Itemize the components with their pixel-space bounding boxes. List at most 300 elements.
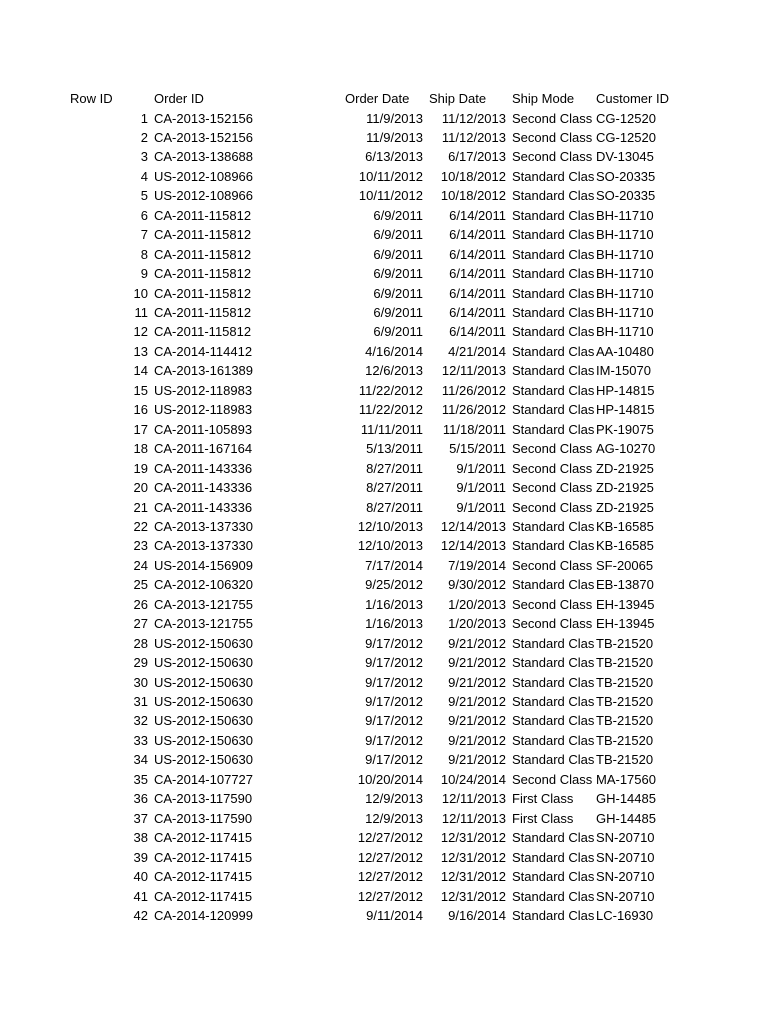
cell-row-id: 14 <box>133 363 148 379</box>
cell-order-date: 9/17/2012 <box>365 655 423 671</box>
cell-ship-date: 9/1/2011 <box>456 480 506 496</box>
cell-order-id: US-2012-108966 <box>154 168 254 184</box>
cell-row-id: 28 <box>133 635 148 651</box>
cell-order-date: 6/9/2011 <box>373 266 423 282</box>
table-row <box>0 128 768 148</box>
cell-customer-id: EH-13945 <box>596 596 655 612</box>
cell-row-id: 37 <box>133 810 148 826</box>
cell-ship-mode: Standard Clas <box>512 752 595 768</box>
table-row <box>0 595 768 615</box>
cell-order-date: 12/6/2013 <box>365 363 423 379</box>
cell-order-date: 9/17/2012 <box>365 674 423 690</box>
cell-order-date: 6/9/2011 <box>373 305 423 320</box>
table-row <box>0 867 768 887</box>
table-row <box>0 303 768 323</box>
cell-order-id: CA-2011-115812 <box>154 305 252 320</box>
cell-ship-mode: Standard Clas <box>512 188 595 204</box>
cell-customer-id: SO-20335 <box>596 188 656 204</box>
cell-ship-mode: Second Class <box>512 771 593 787</box>
cell-order-id: CA-2014-114412 <box>154 343 253 359</box>
cell-customer-id: GH-14485 <box>596 810 656 826</box>
cell-row-id: 24 <box>133 557 148 573</box>
cell-order-date: 12/10/2013 <box>357 518 423 534</box>
table-row <box>0 264 768 284</box>
cell-ship-date: 9/21/2012 <box>448 732 506 748</box>
table-row <box>0 284 768 304</box>
cell-customer-id: BH-11710 <box>596 246 654 262</box>
table-row <box>0 361 768 381</box>
cell-ship-mode: Second Class <box>512 149 593 165</box>
cell-order-id: US-2012-150630 <box>154 655 254 671</box>
cell-ship-mode: Second Class <box>512 557 593 573</box>
cell-order-id: CA-2012-117415 <box>154 869 253 885</box>
cell-order-id: CA-2011-143336 <box>154 460 253 476</box>
cell-ship-mode: Standard Clas <box>512 888 595 904</box>
cell-ship-date: 6/14/2011 <box>449 305 506 320</box>
cell-ship-mode: Standard Clas <box>512 285 595 301</box>
cell-ship-date: 9/16/2014 <box>448 907 506 923</box>
cell-row-id: 21 <box>133 499 148 515</box>
cell-order-id: CA-2014-120999 <box>154 907 254 923</box>
cell-ship-date: 10/18/2012 <box>440 188 506 204</box>
cell-ship-date: 11/26/2012 <box>441 402 506 418</box>
cell-ship-mode: Standard Clas <box>512 324 595 340</box>
cell-order-id: US-2012-150630 <box>154 694 254 709</box>
cell-order-date: 9/17/2012 <box>365 635 423 651</box>
cell-row-id: 31 <box>133 694 148 709</box>
cell-customer-id: BH-11710 <box>596 207 654 223</box>
cell-customer-id: HP-14815 <box>596 382 655 398</box>
cell-customer-id: SN-20710 <box>596 830 655 846</box>
cell-customer-id: LC-16930 <box>596 907 654 923</box>
cell-order-date: 8/27/2011 <box>366 480 423 496</box>
table-row <box>0 109 768 129</box>
cell-order-date: 11/22/2012 <box>358 402 423 418</box>
cell-order-id: CA-2011-167164 <box>154 441 253 457</box>
cell-order-id: US-2012-150630 <box>154 674 254 690</box>
cell-ship-date: 12/31/2012 <box>440 830 506 846</box>
header-order-date: Order Date <box>345 91 410 106</box>
cell-customer-id: GH-14485 <box>596 791 656 807</box>
cell-order-id: US-2012-150630 <box>154 752 254 768</box>
cell-order-date: 11/22/2012 <box>358 382 423 398</box>
cell-row-id: 8 <box>140 246 148 262</box>
cell-order-date: 6/9/2011 <box>373 207 423 223</box>
cell-ship-mode: Standard Clas <box>512 830 595 846</box>
cell-customer-id: TB-21520 <box>596 732 654 748</box>
cell-ship-mode: Standard Clas <box>512 713 595 729</box>
table-row <box>0 556 768 576</box>
cell-order-date: 12/10/2013 <box>357 538 423 554</box>
cell-ship-date: 12/14/2013 <box>440 538 506 554</box>
cell-row-id: 33 <box>133 732 148 748</box>
cell-ship-date: 6/14/2011 <box>449 246 506 262</box>
cell-order-id: CA-2011-115812 <box>154 285 252 301</box>
cell-row-id: 17 <box>133 421 148 437</box>
table-row <box>0 711 768 731</box>
cell-ship-date: 12/11/2013 <box>441 363 506 379</box>
cell-order-date: 12/9/2013 <box>365 791 423 807</box>
cell-order-date: 12/27/2012 <box>357 869 423 885</box>
table-row <box>0 381 768 401</box>
header-customer-id: Customer ID <box>596 91 669 106</box>
cell-ship-date: 12/31/2012 <box>440 849 506 865</box>
cell-order-date: 9/17/2012 <box>365 694 423 709</box>
cell-row-id: 15 <box>133 382 148 398</box>
cell-ship-mode: Standard Clas <box>512 363 595 379</box>
cell-customer-id: BH-11710 <box>596 305 654 320</box>
cell-customer-id: TB-21520 <box>596 674 654 690</box>
cell-order-date: 12/27/2012 <box>357 830 423 846</box>
cell-order-id: US-2012-150630 <box>154 713 254 729</box>
cell-ship-date: 6/17/2013 <box>448 149 506 165</box>
cell-ship-date: 12/11/2013 <box>441 791 506 807</box>
cell-order-date: 12/9/2013 <box>365 810 423 826</box>
table-row <box>0 809 768 829</box>
cell-ship-date: 9/1/2011 <box>456 460 506 476</box>
cell-ship-date: 1/20/2013 <box>448 616 506 632</box>
cell-order-id: CA-2013-121755 <box>154 616 254 632</box>
cell-order-id: CA-2011-115812 <box>154 246 252 262</box>
cell-customer-id: MA-17560 <box>596 771 656 787</box>
table-row <box>0 342 768 362</box>
table-row <box>0 828 768 848</box>
cell-ship-mode: Standard Clas <box>512 869 595 885</box>
cell-order-date: 11/11/2011 <box>360 421 423 437</box>
cell-ship-date: 9/1/2011 <box>456 499 506 515</box>
cell-order-date: 9/17/2012 <box>365 732 423 748</box>
table-row <box>0 770 768 790</box>
cell-customer-id: PK-19075 <box>596 421 654 437</box>
cell-ship-date: 6/14/2011 <box>449 266 506 282</box>
cell-ship-date: 11/12/2013 <box>441 129 506 145</box>
cell-order-date: 1/16/2013 <box>365 596 423 612</box>
cell-ship-date: 12/14/2013 <box>440 518 506 534</box>
cell-ship-date: 6/14/2011 <box>449 324 506 340</box>
cell-order-date: 11/9/2013 <box>366 110 423 126</box>
table-row <box>0 498 768 518</box>
cell-row-id: 39 <box>133 849 148 865</box>
cell-order-date: 8/27/2011 <box>366 499 423 515</box>
cell-order-id: CA-2011-115812 <box>154 227 252 243</box>
cell-row-id: 25 <box>133 577 148 593</box>
cell-ship-mode: Standard Clas <box>512 382 595 398</box>
cell-customer-id: EB-13870 <box>596 577 654 593</box>
cell-ship-date: 9/21/2012 <box>448 674 506 690</box>
table-row <box>0 731 768 751</box>
cell-ship-mode: Standard Clas <box>512 635 595 651</box>
cell-ship-date: 1/20/2013 <box>448 596 506 612</box>
cell-ship-date: 9/21/2012 <box>448 694 506 709</box>
cell-customer-id: BH-11710 <box>596 227 654 243</box>
table-row <box>0 439 768 459</box>
cell-row-id: 3 <box>140 149 148 165</box>
cell-customer-id: BH-11710 <box>596 324 654 340</box>
cell-row-id: 6 <box>140 207 148 223</box>
cell-ship-date: 12/11/2013 <box>441 810 506 826</box>
cell-ship-date: 9/21/2012 <box>448 713 506 729</box>
cell-order-id: CA-2013-138688 <box>154 149 254 165</box>
cell-order-id: CA-2011-143336 <box>154 480 253 496</box>
cell-row-id: 35 <box>133 771 148 787</box>
cell-ship-mode: Second Class <box>512 129 593 145</box>
cell-order-date: 9/17/2012 <box>365 713 423 729</box>
header-ship-date: Ship Date <box>429 91 487 106</box>
cell-ship-date: 5/15/2011 <box>449 441 506 457</box>
cell-ship-mode: Standard Clas <box>512 227 595 243</box>
cell-ship-date: 6/14/2011 <box>449 207 506 223</box>
cell-ship-mode: Standard Clas <box>512 577 595 593</box>
cell-order-date: 10/20/2014 <box>357 771 423 787</box>
cell-order-id: CA-2013-161389 <box>154 363 254 379</box>
cell-row-id: 27 <box>133 616 148 632</box>
cell-ship-mode: Standard Clas <box>512 518 595 534</box>
cell-ship-mode: Second Class <box>512 110 593 126</box>
cell-order-date: 9/25/2012 <box>365 577 423 593</box>
table-row <box>0 750 768 770</box>
cell-order-date: 10/11/2012 <box>358 168 423 184</box>
cell-ship-mode: Standard Clas <box>512 907 595 923</box>
cell-order-id: US-2012-118983 <box>154 382 253 398</box>
cell-row-id: 16 <box>133 402 148 418</box>
cell-customer-id: SF-20065 <box>596 557 654 573</box>
cell-ship-mode: Standard Clas <box>512 538 595 554</box>
cell-order-id: US-2012-150630 <box>154 732 254 748</box>
cell-customer-id: TB-21520 <box>596 713 654 729</box>
cell-ship-mode: Second Class <box>512 460 593 476</box>
cell-ship-mode: Standard Clas <box>512 674 595 690</box>
cell-order-id: CA-2012-117415 <box>154 830 253 846</box>
cell-order-id: CA-2013-152156 <box>154 129 254 145</box>
cell-order-date: 11/9/2013 <box>366 129 423 145</box>
header-row-id: Row ID <box>70 91 113 106</box>
cell-row-id: 40 <box>133 869 148 885</box>
table-row <box>0 167 768 187</box>
cell-ship-date: 9/30/2012 <box>448 577 506 593</box>
cell-order-date: 5/13/2011 <box>366 441 423 457</box>
cell-order-id: CA-2011-105893 <box>154 421 253 437</box>
cell-order-date: 9/17/2012 <box>365 752 423 768</box>
cell-order-id: CA-2013-121755 <box>154 596 254 612</box>
cell-ship-mode: Standard Clas <box>512 421 595 437</box>
table-row <box>0 653 768 673</box>
cell-row-id: 19 <box>133 460 148 476</box>
cell-customer-id: CG-12520 <box>596 129 656 145</box>
table-row <box>0 673 768 693</box>
cell-customer-id: TB-21520 <box>596 694 654 709</box>
cell-customer-id: TB-21520 <box>596 655 654 671</box>
cell-row-id: 32 <box>133 713 148 729</box>
cell-ship-mode: First Class <box>512 810 574 826</box>
cell-order-date: 6/9/2011 <box>373 285 423 301</box>
cell-order-id: CA-2012-117415 <box>154 849 253 865</box>
cell-customer-id: KB-16585 <box>596 518 654 534</box>
cell-order-date: 12/27/2012 <box>357 888 423 904</box>
cell-order-date: 9/11/2014 <box>366 907 423 923</box>
cell-row-id: 23 <box>133 538 148 554</box>
cell-order-id: CA-2013-137330 <box>154 538 254 554</box>
cell-row-id: 13 <box>133 343 148 359</box>
cell-row-id: 41 <box>133 888 148 904</box>
cell-order-date: 6/13/2013 <box>365 149 423 165</box>
cell-ship-mode: Standard Clas <box>512 732 595 748</box>
cell-order-id: CA-2013-137330 <box>154 518 254 534</box>
cell-customer-id: SO-20335 <box>596 168 656 184</box>
cell-order-id: CA-2013-117590 <box>154 791 253 807</box>
cell-row-id: 11 <box>134 305 148 320</box>
cell-order-id: CA-2011-143336 <box>154 499 253 515</box>
cell-row-id: 9 <box>140 266 148 282</box>
cell-ship-date: 9/21/2012 <box>448 752 506 768</box>
cell-ship-date: 10/18/2012 <box>440 168 506 184</box>
cell-customer-id: TB-21520 <box>596 752 654 768</box>
cell-order-id: CA-2012-106320 <box>154 577 254 593</box>
cell-customer-id: CG-12520 <box>596 110 656 126</box>
cell-ship-date: 11/26/2012 <box>441 382 506 398</box>
cell-ship-mode: Second Class <box>512 480 593 496</box>
cell-ship-date: 9/21/2012 <box>448 635 506 651</box>
table-row <box>0 420 768 440</box>
cell-ship-mode: Standard Clas <box>512 207 595 223</box>
table-row <box>0 848 768 868</box>
cell-customer-id: HP-14815 <box>596 402 655 418</box>
cell-ship-mode: Standard Clas <box>512 849 595 865</box>
cell-ship-mode: Standard Clas <box>512 694 595 709</box>
table-row <box>0 225 768 245</box>
cell-row-id: 12 <box>133 324 148 340</box>
cell-ship-mode: Standard Clas <box>512 305 595 320</box>
cell-row-id: 7 <box>140 227 148 243</box>
cell-ship-date: 11/18/2011 <box>442 421 506 437</box>
cell-customer-id: IM-15070 <box>596 363 651 379</box>
cell-row-id: 2 <box>140 129 148 145</box>
table-row <box>0 614 768 634</box>
cell-row-id: 38 <box>133 830 148 846</box>
cell-ship-date: 7/19/2014 <box>448 557 506 573</box>
cell-customer-id: SN-20710 <box>596 869 655 885</box>
cell-order-date: 10/11/2012 <box>358 188 423 204</box>
cell-row-id: 34 <box>133 752 148 768</box>
cell-customer-id: KB-16585 <box>596 538 654 554</box>
table-row <box>0 634 768 654</box>
cell-order-id: CA-2013-152156 <box>154 110 254 126</box>
cell-order-date: 1/16/2013 <box>365 616 423 632</box>
cell-customer-id: ZD-21925 <box>596 480 654 496</box>
cell-row-id: 30 <box>133 674 148 690</box>
table-row <box>0 575 768 595</box>
cell-order-id: US-2012-150630 <box>154 635 254 651</box>
cell-ship-mode: Standard Clas <box>512 655 595 671</box>
cell-row-id: 26 <box>133 596 148 612</box>
table-row <box>0 459 768 479</box>
table-row <box>0 536 768 556</box>
cell-ship-mode: Standard Clas <box>512 343 595 359</box>
table-row <box>0 206 768 226</box>
cell-row-id: 10 <box>133 285 148 301</box>
cell-order-id: CA-2011-115812 <box>154 266 252 282</box>
cell-order-id: CA-2011-115812 <box>154 324 252 340</box>
cell-customer-id: BH-11710 <box>596 285 654 301</box>
table-row <box>0 789 768 809</box>
header-ship-mode: Ship Mode <box>512 91 575 106</box>
cell-order-id: CA-2012-117415 <box>154 888 253 904</box>
cell-customer-id: SN-20710 <box>596 849 655 865</box>
cell-row-id: 42 <box>133 907 148 923</box>
table-row <box>0 692 768 712</box>
cell-ship-mode: Second Class <box>512 596 593 612</box>
cell-customer-id: ZD-21925 <box>596 460 654 476</box>
cell-customer-id: EH-13945 <box>596 616 655 632</box>
cell-order-id: CA-2011-115812 <box>154 207 252 223</box>
cell-ship-mode: Second Class <box>512 499 593 515</box>
cell-row-id: 22 <box>133 518 148 534</box>
cell-ship-mode: Standard Clas <box>512 168 595 184</box>
cell-ship-date: 10/24/2014 <box>440 771 506 787</box>
cell-row-id: 20 <box>133 480 148 496</box>
table-row <box>0 400 768 420</box>
cell-order-date: 4/16/2014 <box>365 343 423 359</box>
cell-order-date: 6/9/2011 <box>373 246 423 262</box>
cell-ship-date: 12/31/2012 <box>440 888 506 904</box>
cell-order-id: US-2012-118983 <box>154 402 253 418</box>
cell-ship-date: 11/12/2013 <box>441 110 506 126</box>
cell-order-id: US-2014-156909 <box>154 557 254 573</box>
cell-row-id: 1 <box>140 110 148 126</box>
cell-order-id: CA-2013-117590 <box>154 810 253 826</box>
cell-order-date: 7/17/2014 <box>365 557 423 573</box>
cell-customer-id: TB-21520 <box>596 635 654 651</box>
table-row <box>0 906 768 926</box>
cell-ship-mode: Standard Clas <box>512 266 595 282</box>
cell-order-date: 6/9/2011 <box>373 324 423 340</box>
cell-order-date: 12/27/2012 <box>357 849 423 865</box>
cell-ship-mode: Second Class <box>512 441 593 457</box>
table-row <box>0 322 768 342</box>
cell-ship-mode: First Class <box>512 791 574 807</box>
cell-row-id: 4 <box>140 168 148 184</box>
cell-row-id: 5 <box>140 188 148 204</box>
cell-order-id: CA-2014-107727 <box>154 771 254 787</box>
cell-ship-mode: Standard Clas <box>512 402 595 418</box>
header-row <box>0 89 768 109</box>
cell-row-id: 29 <box>133 655 148 671</box>
cell-ship-mode: Standard Clas <box>512 246 595 262</box>
header-order-id: Order ID <box>154 91 204 106</box>
cell-ship-date: 6/14/2011 <box>449 285 506 301</box>
cell-order-date: 6/9/2011 <box>373 227 423 243</box>
cell-customer-id: AA-10480 <box>596 343 654 359</box>
cell-ship-mode: Second Class <box>512 616 593 632</box>
cell-order-date: 8/27/2011 <box>366 460 423 476</box>
table-row <box>0 517 768 537</box>
cell-ship-date: 4/21/2014 <box>448 343 506 359</box>
table-row <box>0 478 768 498</box>
cell-customer-id: SN-20710 <box>596 888 655 904</box>
table-row <box>0 147 768 167</box>
cell-customer-id: ZD-21925 <box>596 499 654 515</box>
cell-ship-date: 6/14/2011 <box>449 227 506 243</box>
cell-row-id: 18 <box>133 441 148 457</box>
cell-customer-id: BH-11710 <box>596 266 654 282</box>
cell-ship-date: 12/31/2012 <box>440 869 506 885</box>
cell-row-id: 36 <box>133 791 148 807</box>
table-row <box>0 245 768 265</box>
cell-ship-date: 9/21/2012 <box>448 655 506 671</box>
table-row <box>0 887 768 907</box>
cell-customer-id: AG-10270 <box>596 441 656 457</box>
cell-order-id: US-2012-108966 <box>154 188 254 204</box>
cell-customer-id: DV-13045 <box>596 149 654 165</box>
